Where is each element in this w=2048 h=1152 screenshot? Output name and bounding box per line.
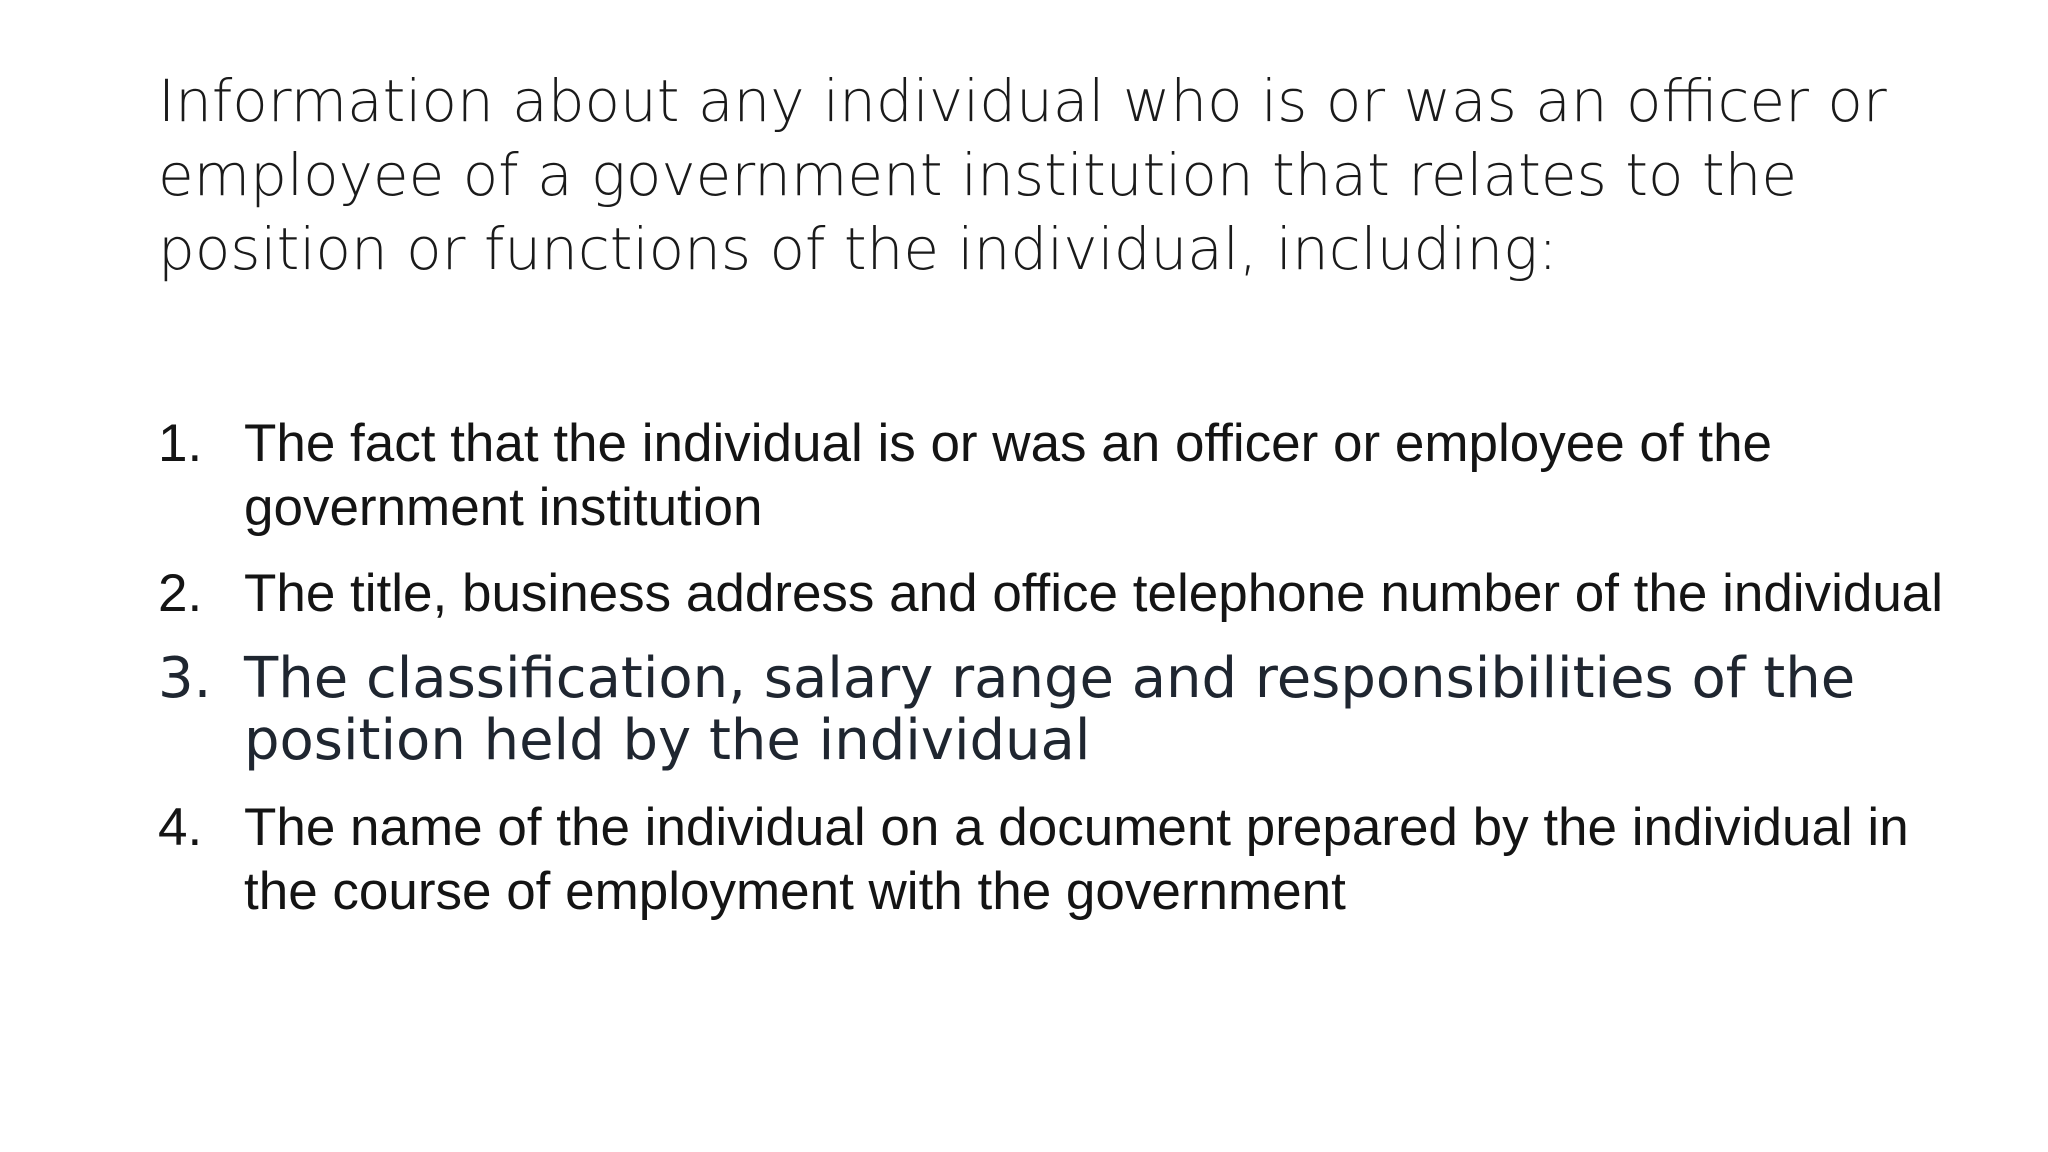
numbered-list — [158, 412, 1978, 946]
list-item-text: The name of the individual on a document prepared by the individual in the course of employment with the government — [244, 798, 1909, 921]
list-item — [158, 648, 1978, 772]
slide-heading: Information about any individual who is or was an officer or employee of a government institution that relates to the position or functions of the individual, including: — [158, 67, 1887, 283]
list-item — [158, 562, 1978, 626]
list-item-number: 1. — [158, 414, 203, 473]
list-item-text: The classification, salary range and responsibilities of the position held by the individual — [244, 646, 1856, 773]
list-item-number: 4. — [158, 798, 203, 857]
list-item-text: The title, business address and office telephone number of the individual — [244, 564, 1944, 623]
list-item — [158, 412, 1978, 540]
list-item — [158, 796, 1978, 924]
list-item-number: 3. — [158, 646, 212, 711]
list-item-number: 2. — [158, 564, 203, 623]
list-item-text: The fact that the individual is or was an officer or employee of the government institution — [244, 414, 1773, 537]
